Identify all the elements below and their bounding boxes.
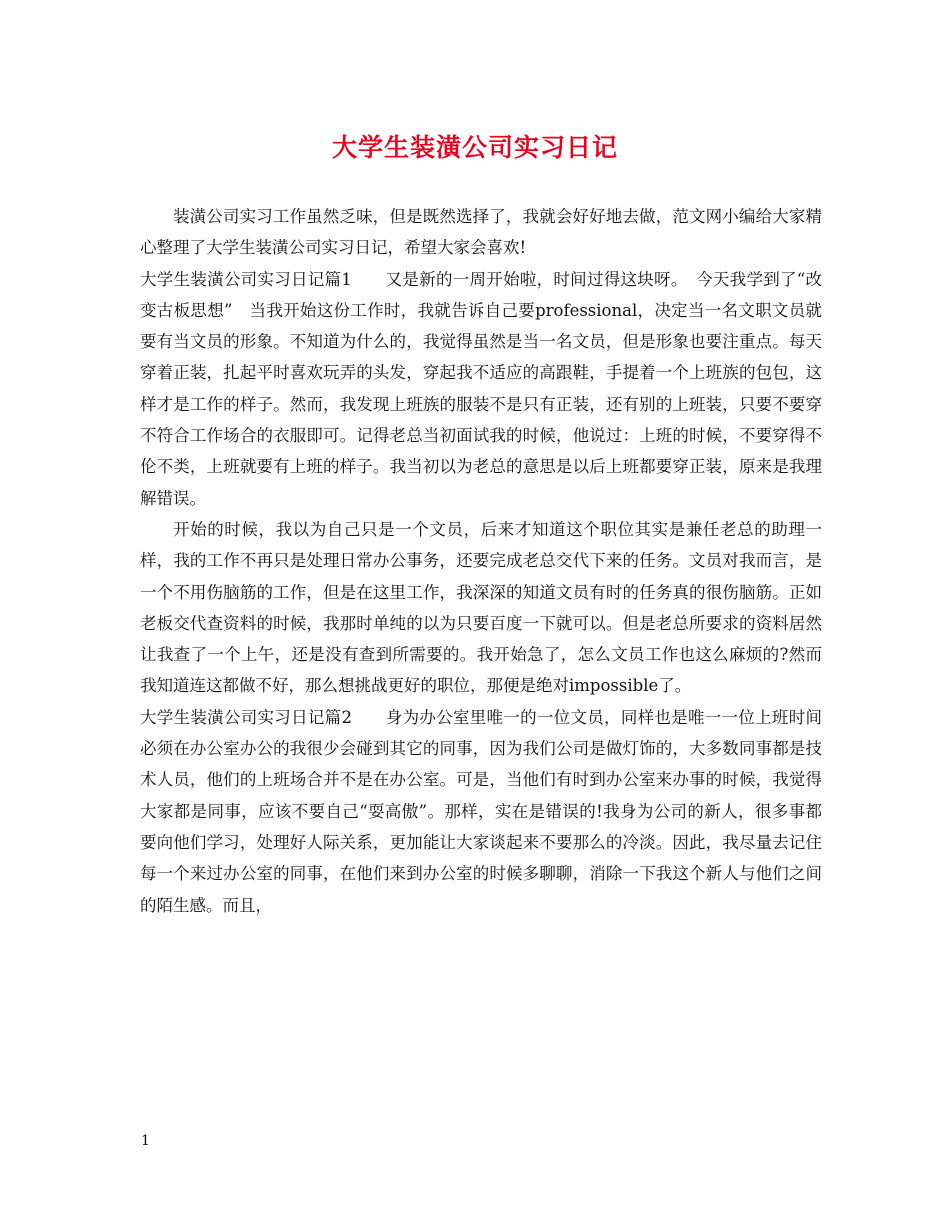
document-body [140,201,822,921]
paragraph-diary-2: 大学生装潢公司实习日记篇2 身为办公室里唯一的一位文员，同样也是唯一一位上班时间必须在办公室办公的我很少会碰到其它的同事，因为我们公司是做灯饰的，大多数同事都是技术人员，他们的上班场合并不是在办公室。可是，当他们有时到办公室来办事的时候，我觉得大家都是同事，应该不要自己“耍高傲”。那样，实在是错误的!我身为公司的新人，很多事都要向他们学习，处理好人际关系，更加能让大家谈起来不要那么的冷淡。因此，我尽量去记住每一个来过办公室的同事，在他们来到办公室的时候多聊聊，消除一下我这个新人与他们之间的陌生感。而且， [140,707,822,915]
document-title: 大学生装潢公司实习日记 [331,133,618,162]
paragraph-diary-1-continued: 开始的时候，我以为自己只是一个文员，后来才知道这个职位其实是兼任老总的助理一样，我的工作不再只是处理日常办公事务，还要完成老总交代下来的任务。文员对我而言，是一个不用伤脑筋的工作，但是在这里工作，我深深的知道文员有时的任务真的很伤脑筋。正如老板交代查资料的时候，我那时单纯的以为只要百度一下就可以。但是老总所要求的资料居然让我查了一个上午，还是没有查到所需要的。我开始急了，怎么文员工作也这么麻烦的?然而我知道连这都做不好，那么想挑战更好的职位，那便是绝对impossible了。 [140,519,822,696]
paragraph-diary-1: 大学生装潢公司实习日记篇1 又是新的一周开始啦，时间过得这块呀。 今天我学到了“改变古板思想” 当我开始这份工作时，我就告诉自己要professional，决定当一名文职文员就要有当文员的形象。不知道为什么的，我觉得虽然是当一名文员，但是形象也要注重点。每天穿着正装，扎起平时喜欢玩弄的头发，穿起我不适应的高跟鞋，手提着一个上班族的包包，这样才是工作的样子。然而，我发现上班族的服装不是只有正装，还有别的上班装，只要不要穿不符合工作场合的衣服即可。记得老总当初面试我的时候，他说过：上班的时候，不要穿得不伦不类，上班就要有上班的样子。我当初以为老总的意思是以后上班都要穿正装，原来是我理解错误。 [140,269,822,508]
page-number: 1 [141,1133,150,1149]
paragraph-intro: 装潢公司实习工作虽然乏味，但是既然选择了，我就会好好地去做，范文网小编给大家精心整理了大学生装潢公司实习日记，希望大家会喜欢! [140,207,822,258]
